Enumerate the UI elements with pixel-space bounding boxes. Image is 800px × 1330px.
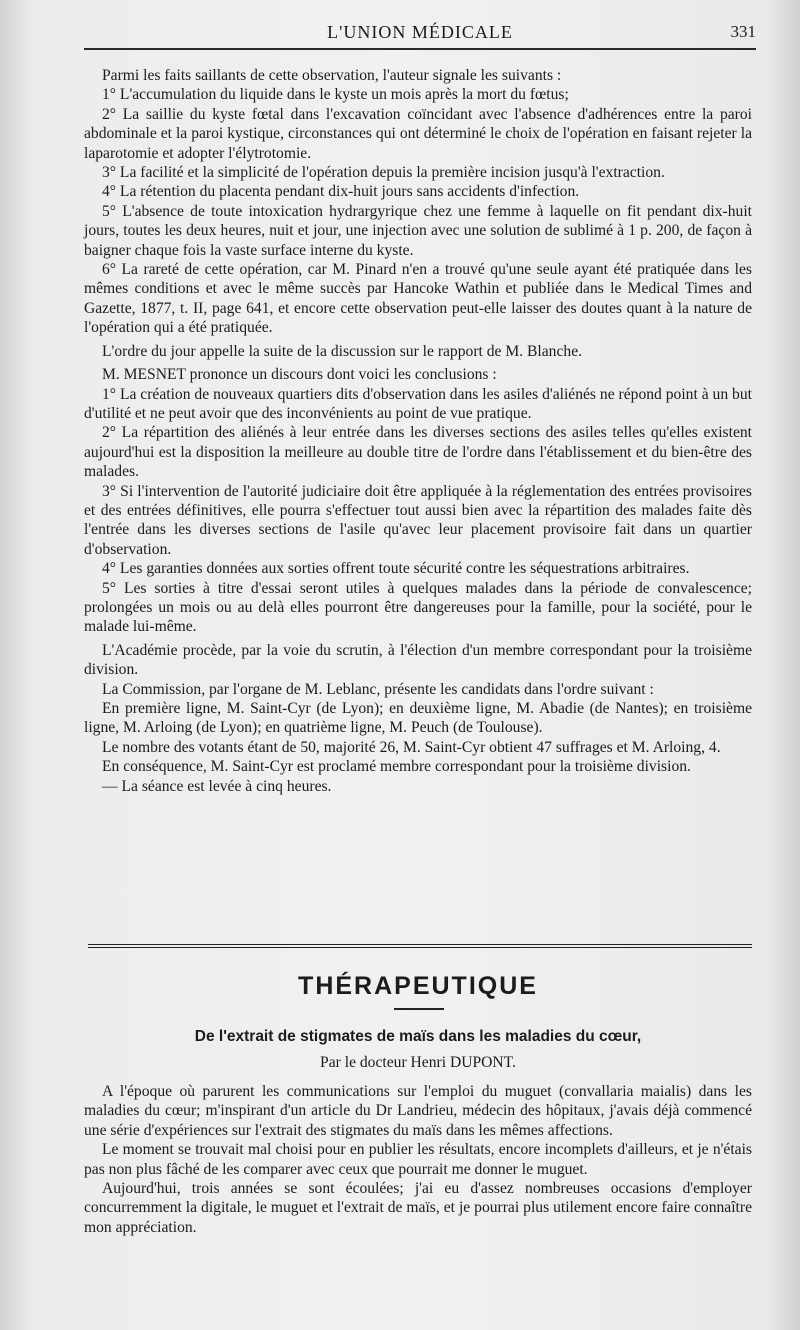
paragraph: 4° La rétention du placenta pendant dix-huit jours sans accidents d'infection. bbox=[102, 183, 580, 201]
page-number: 331 bbox=[730, 22, 756, 41]
paragraph: 5° L'absence de toute intoxication hydrargyrique chez une femme à laquelle on fit pendant dix-huit jours, toutes les deux heures, nuit et jour, une injection avec une solution de sublimé à 1 p. 200, de façon à baigner chaque fois la vaste surface interne du kyste. bbox=[84, 202, 752, 259]
byline: Par le docteur Henri DUPONT. bbox=[320, 1054, 516, 1071]
paragraph: Le moment se trouvait mal choisi pour en publier les résultats, encore incomplets d'ailleurs, et je n'étais pas non plus fâché de les comparer avec ceux que pourrait me donner le muguet. bbox=[84, 1141, 752, 1178]
paragraph: — La séance est levée à cinq heures. bbox=[102, 777, 332, 795]
paragraph: Parmi les faits saillants de cette observation, l'auteur signale les suivants : bbox=[102, 67, 562, 84]
title-underline bbox=[394, 1008, 444, 1010]
paragraph: 2° La saillie du kyste fœtal dans l'excavation coïncidant avec l'absence d'adhérences entre la paroi abdominale et la paroi kystique, circonstances qui ont déterminé le choix de l'opération en faisant rejeter la laparotomie et adopter l'élytrotomie. bbox=[84, 105, 752, 162]
paragraph: 1° La création de nouveaux quartiers dits d'observation dans les asiles d'aliénés ne répond point à un but d'utilité et ne peut avoir que des inconvénients au point de vue pratique. bbox=[84, 385, 752, 422]
paragraph: En première ligne, M. Saint-Cyr (de Lyon); en deuxième ligne, M. Abadie (de Nantes); en troisième ligne, M. Arloing (de Lyon); en quatrième ligne, M. Peuch (de Toulouse). bbox=[84, 700, 752, 737]
section-divider bbox=[88, 944, 752, 948]
paragraph: 3° Si l'intervention de l'autorité judiciaire doit être appliquée à la réglementation des entrées provisoires et des entrées définitives, elle pourra s'effectuer tout aussi bien avec la répartition des malades faite dès l'entrée dans les diverses sections de l'asile qu'avec leur placement provisoire fait dans un quartier d'observation. bbox=[84, 482, 752, 558]
paragraph: 1° L'accumulation du liquide dans le kyste un mois après la mort du fœtus; bbox=[102, 86, 569, 104]
paragraph: 4° Les garanties données aux sorties offrent toute sécurité contre les séquestrations arbitraires. bbox=[102, 560, 690, 578]
paragraph: La Commission, par l'organe de M. Leblanc, présente les candidats dans l'ordre suivant : bbox=[102, 680, 654, 698]
paragraph: En conséquence, M. Saint-Cyr est proclamé membre correspondant pour la troisième division. bbox=[102, 758, 691, 776]
paragraph: L'Académie procède, par la voie du scrutin, à l'élection d'un membre correspondant pour la troisième division. bbox=[84, 641, 752, 679]
paragraph: 2° La répartition des aliénés à leur entrée dans les diverses sections des asiles telles qu'elles existent aujourd'hui est la disposition la meilleure au double titre de l'ordre dans l'établissement et du bien-être des malades. bbox=[84, 424, 752, 481]
paragraph: Aujourd'hui, trois années se sont écoulées; j'ai eu d'assez nombreuses occasions d'employer concurremment la digitale, le muguet et l'extrait de maïs, et je pourrai plus utilement encore faire connaître mon appréciation. bbox=[84, 1180, 752, 1236]
page-header bbox=[84, 18, 756, 50]
section-title: THÉRAPEUTIQUE bbox=[298, 972, 538, 1000]
article-title: De l'extrait de stigmates de maïs dans les maladies du cœur, bbox=[194, 1028, 642, 1045]
report-text bbox=[84, 66, 752, 796]
paragraph: 5° Les sorties à titre d'essai seront utiles à quelques malades dans la période de convalescence; prolongées un mois ou au delà elles pourront être dangereuses pour la famille, pour la société, pour le malade lui-même. bbox=[84, 579, 752, 636]
article-text bbox=[84, 1082, 752, 1237]
paragraph: L'ordre du jour appelle la suite de la discussion sur le rapport de M. Blanche. bbox=[102, 342, 583, 360]
running-title: L'UNION MÉDICALE bbox=[327, 22, 513, 42]
paragraph: Le nombre des votants étant de 50, majorité 26, M. Saint-Cyr obtient 47 suffrages et M. Arloing, 4. bbox=[102, 738, 721, 756]
paragraph: 6° La rareté de cette opération, car M. Pinard n'en a trouvé qu'une seule ayant été pratiquée dans les mêmes conditions et avec le même succès par Hancoke Wathin et publiée dans le Medical Times and Gazette, 1877, t. II, page 641, et encore cette observation peut-elle laisser des doutes quant à la nature de l'opération qui a été pratiquée. bbox=[84, 261, 752, 337]
paragraph: 3° La facilité et la simplicité de l'opération depuis la première incision jusqu'à l'extraction. bbox=[102, 164, 665, 182]
paragraph: M. MESNET prononce un discours dont voici les conclusions : bbox=[102, 366, 497, 384]
paragraph: A l'époque où parurent les communications sur l'emploi du muguet (convallaria maialis) dans les maladies du cœur; m'inspirant d'un article du Dr Landrieu, médecin des hôpitaux, j'avais déjà commencé une série d'expériences sur l'extrait des stigmates du maïs dans les mêmes affections. bbox=[84, 1083, 752, 1139]
